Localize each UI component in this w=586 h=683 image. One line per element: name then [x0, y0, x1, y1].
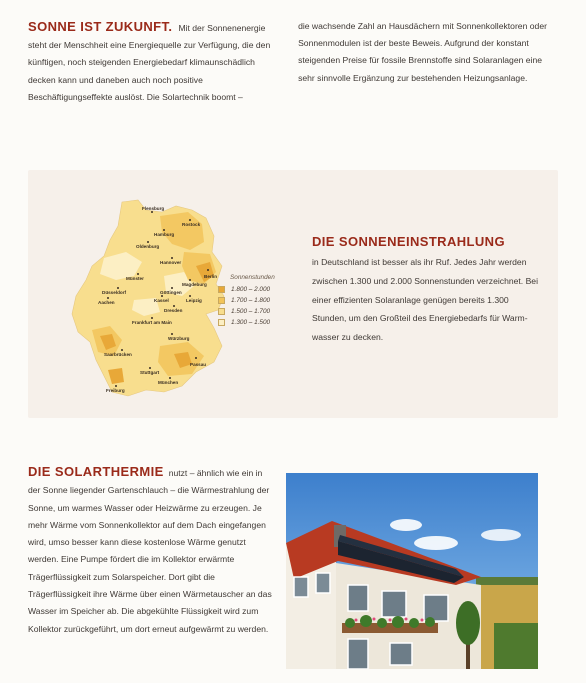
- city-muenster: Münster: [126, 276, 144, 281]
- city-hamburg: Hamburg: [154, 232, 175, 237]
- city-flensburg: Flensburg: [142, 206, 165, 211]
- legend-item: [218, 317, 275, 328]
- window: [424, 595, 448, 621]
- city-berlin: Berlin: [204, 274, 218, 279]
- city-leipzig: Leipzig: [186, 298, 202, 303]
- window: [390, 643, 412, 665]
- city-wuerzburg: Würzburg: [168, 336, 190, 341]
- window: [294, 577, 308, 597]
- legend-swatch: [218, 297, 225, 304]
- house-solar-photo: [286, 473, 538, 669]
- intro-column-1-text: Mit der Sonnenenergie steht der Menschheit eine Energiequelle zur Verfügung, die den künftigen, noch steigenden Energiebedarf klimaunschädlich decken kann und daneben auch noch positive Beschäftigungseffekte auslöst. Die Solartechnik boomt –: [28, 23, 271, 102]
- tree: [456, 601, 480, 645]
- hedge: [494, 623, 538, 669]
- solarthermie-heading: DIE SOLARTHERMIE: [28, 464, 164, 479]
- legend-label: 1.800 – 2.000: [231, 286, 271, 293]
- cloud: [414, 536, 458, 550]
- cloud: [481, 529, 521, 541]
- legend-label: 1.500 – 1.700: [231, 308, 271, 315]
- intro-section: [28, 18, 558, 106]
- balcony: [342, 623, 438, 633]
- solarthermie-section: [28, 463, 276, 638]
- legend-label: 1.700 – 1.800: [231, 297, 271, 304]
- intro-heading: SONNE IST ZUKUNFT.: [28, 19, 173, 34]
- city-frankfurt: Frankfurt am Main: [132, 320, 172, 325]
- legend-swatch: [218, 319, 225, 326]
- city-dresden: Dresden: [164, 308, 183, 313]
- city-duesseldorf: Düsseldorf: [102, 290, 126, 295]
- window: [382, 591, 406, 617]
- sonneneinstrahlung-heading: DIE SONNENEINSTRAHLUNG: [312, 234, 505, 249]
- city-stuttgart: Stuttgart: [140, 370, 160, 375]
- door: [348, 639, 368, 669]
- treeline: [476, 577, 538, 585]
- city-oldenburg: Oldenburg: [136, 244, 160, 249]
- solarthermie-text: nutzt – ähnlich wie ein in der Sonne liegender Gartenschlauch – die Wärmestrahlung der Sonne, um warmes Wasser oder Heizwärme zu erzeugen. Je mehr Wärme vom Sonnenkollektor auf dem Dach eingefangen wird, umso besser kann diese kostenlose Wärme genutzt werden. Eine Pumpe fördert die im Kollektor erwärmte Trägerflüssigkeit zum Solarspeicher. Dort gibt die Trägerflüssigkeit ihre Wärme über einen Wärmetauscher an das Wasser im Speicher ab. Die abgekühlte Flüssigkeit wird zum Kollektor zurückgeführt, um dort erneut aufgewärmt zu werden.: [28, 468, 272, 634]
- legend-swatch: [218, 308, 225, 315]
- legend-item: [218, 295, 275, 306]
- legend-swatch: [218, 286, 225, 293]
- window: [348, 585, 368, 611]
- city-aachen: Aachen: [98, 300, 115, 305]
- map-panel: [28, 170, 558, 418]
- city-hannover: Hannover: [160, 260, 182, 265]
- window: [316, 573, 330, 593]
- city-muenchen: München: [158, 380, 179, 385]
- city-kassel: Kassel: [154, 298, 169, 303]
- sonneneinstrahlung-section: [312, 234, 542, 347]
- city-saarbruecken: Saarbrücken: [104, 352, 132, 357]
- intro-column-1: [28, 18, 274, 106]
- legend-title: Sonnenstunden: [230, 274, 275, 281]
- city-rostock: Rostock: [182, 222, 201, 227]
- legend-item: [218, 284, 275, 295]
- city-freiburg: Freiburg: [106, 388, 125, 393]
- cloud: [390, 519, 422, 531]
- sonneneinstrahlung-text: in Deutschland ist besser als ihr Ruf. Jedes Jahr werden zwischen 1.300 und 2.000 Sonnenstunden verzeichnet. Bei einer effizienten Solaranlage genügen bereits 1.300 Stunden, um den Großteil des Energiebedarfs für Warmwasser zu decken.: [312, 257, 538, 343]
- house-illustration: [286, 473, 538, 669]
- legend-label: 1.300 – 1.500: [231, 319, 271, 326]
- legend-item: [218, 306, 275, 317]
- city-goettingen: Göttingen: [160, 290, 182, 295]
- intro-column-2: die wachsende Zahl an Hausdächern mit Sonnenkollektoren oder Sonnenmodulen ist der beste Beweis. Aufgrund der konstant steigenden Preise für fossile Brennstoffe sind Solaranlagen eine sehr sinnvolle Ergänzung zur bestehenden Heizungsanlage.: [298, 21, 547, 83]
- city-passau: Passau: [190, 362, 207, 367]
- sunshine-legend: [218, 274, 275, 328]
- city-magdeburg: Magdeburg: [182, 282, 207, 287]
